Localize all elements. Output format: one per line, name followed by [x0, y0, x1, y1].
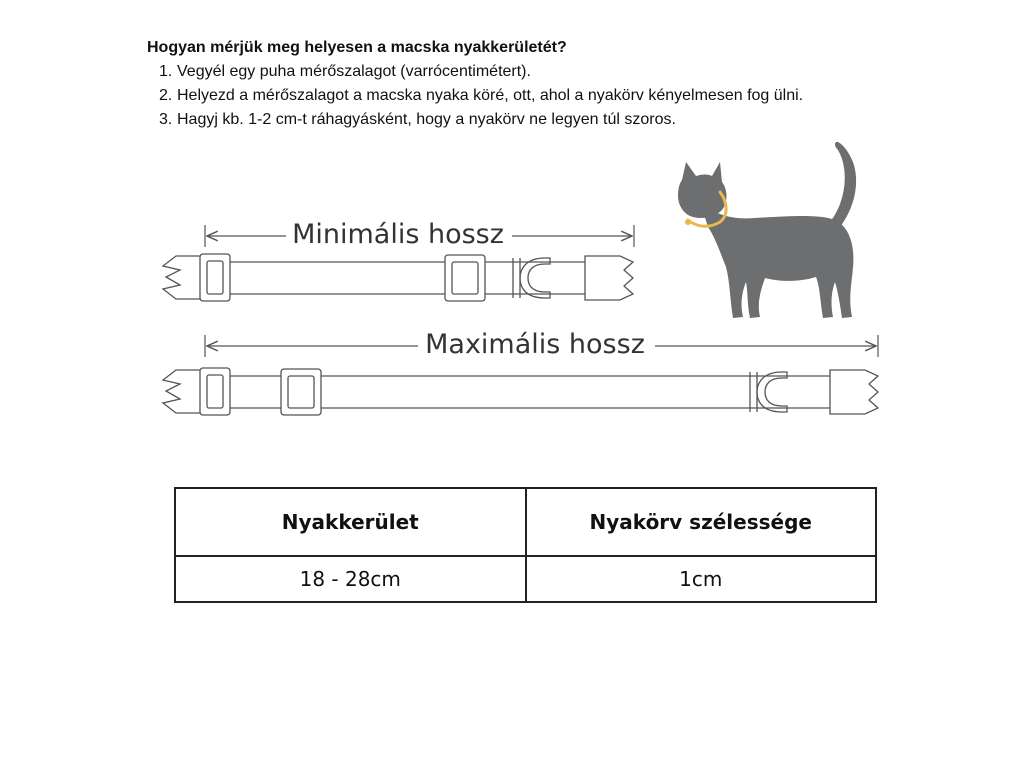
table-header-row	[175, 488, 876, 556]
step-number: 2.	[159, 87, 173, 104]
size-table	[174, 487, 877, 603]
step-text: Hagyj kb. 1-2 cm-t ráhagyásként, hogy a nyakörv ne legyen túl szoros.	[177, 111, 676, 128]
collar-tag	[685, 219, 691, 225]
table-row	[175, 556, 876, 602]
collar-max	[163, 368, 878, 415]
cat-illustration	[660, 132, 890, 327]
min-length-dimension	[205, 219, 634, 250]
collar-min	[163, 254, 633, 301]
instructions-title: Hogyan mérjük meg helyesen a macska nyakkerületét?	[147, 39, 567, 56]
max-length-dimension	[205, 329, 878, 360]
cell-neck-circumference: 18 - 28cm	[175, 556, 526, 602]
min-length-label: Minimális hossz	[292, 219, 504, 250]
step-text: Vegyél egy puha mérőszalagot (varrócentimétert).	[177, 63, 531, 80]
step-text: Helyezd a mérőszalagot a macska nyaka köré, ott, ahol a nyakörv kényelmesen fog ülni.	[177, 87, 804, 104]
step-number: 3.	[159, 111, 173, 128]
header-collar-width: Nyakörv szélessége	[526, 488, 877, 556]
cell-collar-width: 1cm	[526, 556, 877, 602]
cat-silhouette	[678, 142, 856, 318]
header-neck-circumference: Nyakkerület	[175, 488, 526, 556]
step-number: 1.	[159, 63, 173, 80]
max-length-label: Maximális hossz	[425, 329, 645, 360]
